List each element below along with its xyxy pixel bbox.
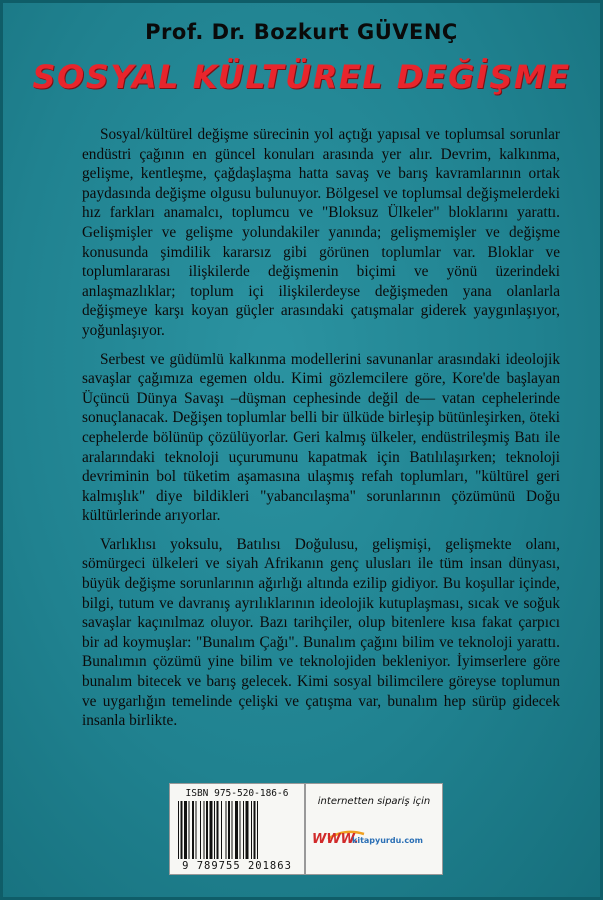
blurb-paragraph-3: Varlıklısı yoksulu, Batılısı Doğulusu, gelişmişi, gelişmekte olanı, sömürgeci ülkeleri ve siyah Afrikanın genç ulusları ile tüm insan dünyası, büyük değişme sorunlarının ağırlığı altında ezilip gidiyor. Bu koşullar içinde, bilgi, tutum ve davranış ayrılıklarının ideolojik kutuplaşması, sıcak ve soğuk savaşlar kaçınılmaz oluyor. Bazı tarihçiler, olup bitenlere kısa fakat çarpıcı bir ad koymuşlar: "Bunalım Çağı". Bunalım çağını bilim ve teknoloji yarattı. Bunalımın çözümü yine bilim ve teknolojiden bekleniyor. İyimserlere göre bunalım bitecek ve barış gelecek. Kimi sosyal bilimcilere göreyse toplumun ve uygarlığın temelinde çelişki ve çatışma var, bunalım hep sürüp gidecek insanla birlikte. bbox=[82, 535, 560, 730]
barcode-label bbox=[169, 783, 305, 875]
sticker-caption: internetten sipariş için bbox=[317, 796, 431, 807]
blurb-paragraph-1: Sosyal/kültürel değişme sürecinin yol açtığı yapısal ve toplumsal sorunlar endüstri çağının en güncel konuları arasında yer alır. Devrim, kalkınma, gelişme, kentleşme, çağdaşlaşma hatta savaş ve barış kavramlarının ortak paydasında değişme olgusu bulunuyor. Bölgesel ve toplumsal değişmelerdeki hız farkları anamalcı, toplumcu ve "Bloksuz Ülkeler" bloklarını yarattı. Gelişmişler ve gelişme yolundakiler yanında; gelişmemişler ve değişme konusunda şimdilik kararsız gibi görünen toplumlar var. Bloklar ve toplumlararası ilişkilerde değişmenin biçimi ve yönü üzerindeki anlaşmazlıklar; toplum içi ilişkilerdeyse değişmeden yana olanlarla değişmeye karşı koyan güçler arasındaki çatışmalar giderek yaygınlaşıyor, yoğunlaşıyor. bbox=[82, 126, 560, 339]
logo-site: kitapyurdu.com bbox=[352, 836, 423, 845]
isbn-text: ISBN 975-520-186-6 bbox=[185, 788, 289, 799]
logo-www: WWW. bbox=[312, 832, 359, 847]
back-cover-blurb bbox=[82, 125, 560, 740]
author-name: Prof. Dr. Bozkurt GÜVENÇ bbox=[145, 20, 458, 44]
ean-number: 9 789755 201863 bbox=[182, 860, 292, 872]
barcode-bars-icon bbox=[178, 801, 296, 859]
order-sticker bbox=[305, 783, 443, 875]
book-title: SOSYAL KÜLTÜREL DEĞİŞME bbox=[32, 58, 571, 96]
blurb-paragraph-2: Serbest ve güdümlü kalkınma modellerini savunanlar arasındaki ideolojik savaşlar çağımıza egemen oldu. Kimi gözlemcilere göre, Kore'de başlayan Üçüncü Dünya Savaşı –düşman cephesinde değil de— vatan cephelerinde sonuçlanacak. Değişen toplumlar belli bir ülküde birleşip bütünleşirken, öteki cephelerde bölünüp çözülüyorlar. Geri kalmış ülkeler, endüstrileşmiş Batı ile aralarındaki teknoloji uçurumunu kapatmak için Batılılaşırken; teknoloji devriminin bol tüketim aşamasına ulaşmış refah toplumları, "kültürel geri kalmışlık" diye bildikleri "yabancılaşma" sorunlarının çözümünü Doğu kültürlerinde arıyorlar. bbox=[82, 350, 560, 525]
